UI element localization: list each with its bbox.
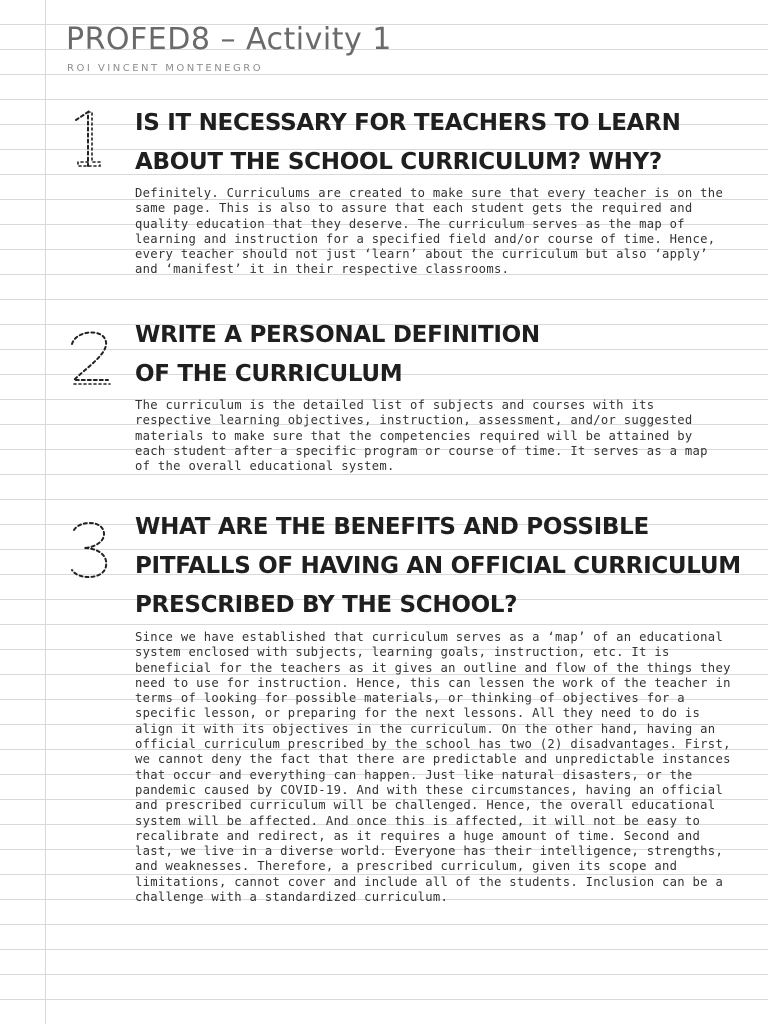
question-2-title (135, 316, 755, 394)
question-3-line-2: PITFALLS OF HAVING AN OFFICIAL CURRICULUM (135, 553, 741, 579)
question-number-2-icon (66, 328, 116, 390)
author-name: ROI VINCENT MONTENEGRO (67, 63, 264, 74)
question-number-3-icon (66, 520, 116, 582)
answer-1: Definitely. Curriculums are created to make sure that every teacher is on the same page. This is also to assure that each student gets the required and quality education that they deserve. The curriculum serves as the map of learning and instruction for a specified field and/or course of time. Hence, every teacher should not just ‘learn’ about the curriculum but also ‘apply’ and ‘manifest’ it in their respective classrooms. (135, 186, 724, 277)
answer-3: Since we have established that curriculum serves as a ‘map’ of an educational system enclosed with subjects, learning goals, instruction, etc. It is beneficial for the teachers as it gives an outline and flow of the things they need to use for instruction. Hence, this can lessen the work of the teacher in terms of looking for possible materials, or thinking of objectives for a specific lesson, or preparing for the next lessons. All they need to do is align it with its objectives in the curriculum. On the other hand, having an official curriculum prescribed by the school has two (2) disadvantages. First, we cannot deny the fact that there are predictable and unpredictable instances that occur and everything can happen. Just like natural disasters, or the pandemic caused by COVID-19. And with these circumstances, having an official and prescribed curriculum will be challenged. Hence, the overall educational system will be affected. And once this is affected, it will not be easy to recalibrate and redirect, as it requires a huge amount of time. Second and last, we live in a diverse world. Everyone has their intelligence, strengths, and weaknesses. Therefore, a prescribed curriculum, given its scope and limitations, cannot cover and include all of the students. Inclusion can be a challenge with a standardized curriculum. (135, 630, 731, 905)
question-3-line-1: WHAT ARE THE BENEFITS AND POSSIBLE (135, 514, 649, 540)
question-1-line-2: ABOUT THE SCHOOL CURRICULUM? WHY? (135, 149, 662, 175)
question-1-title (135, 104, 755, 182)
page-title: PROFED8 – Activity 1 (66, 22, 392, 57)
question-1-line-1: IS IT NECESSARY FOR TEACHERS TO LEARN (135, 110, 681, 136)
question-3-line-3: PRESCRIBED BY THE SCHOOL? (135, 592, 518, 618)
question-3-title (135, 508, 755, 625)
notebook-margin-line (45, 0, 46, 1024)
question-2-line-2: OF THE CURRICULUM (135, 361, 403, 387)
answer-2: The curriculum is the detailed list of subjects and courses with its respective learning objectives, instruction, assessment, and/or suggested materials to make sure that the competencies required will be attained by each student after a specific program or course of time. It serves as a map of the overall educational system. (135, 398, 708, 474)
question-2-line-1: WRITE A PERSONAL DEFINITION (135, 322, 540, 348)
question-number-1-icon (66, 108, 116, 170)
